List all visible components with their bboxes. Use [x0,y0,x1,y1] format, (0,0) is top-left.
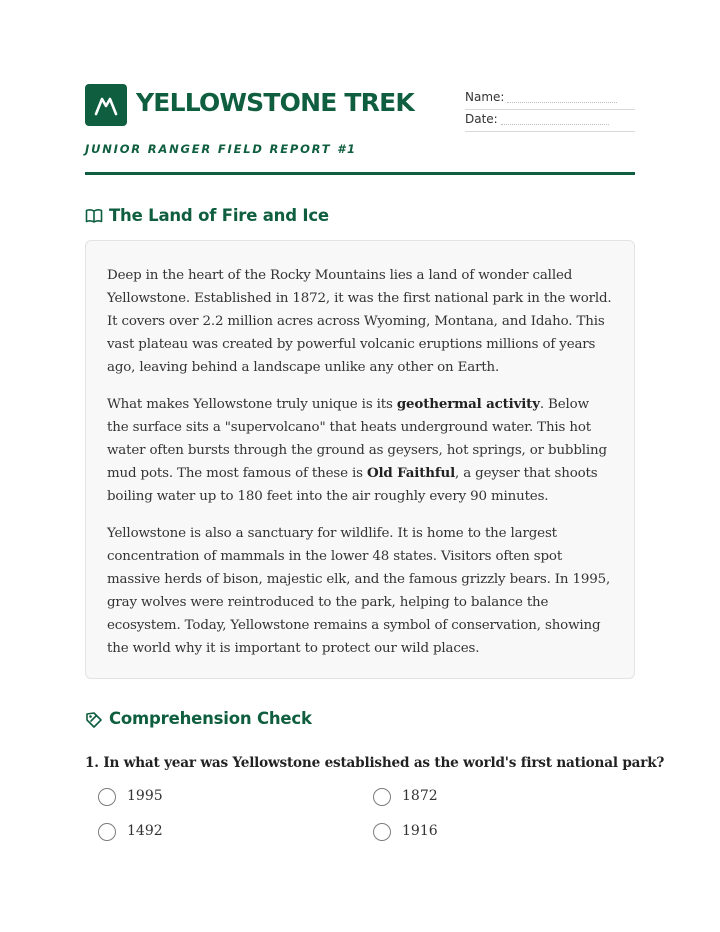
reading-passage [85,240,635,679]
option-label: 1492 [127,823,163,839]
logo [85,84,127,126]
name-date-fields [465,88,635,132]
paragraph-2: What makes Yellowstone truly unique is its geothermal activity. Below the surface sits a "supervolcano" that heats underground water. This hot water often bursts through the ground as geysers, hot springs, or bubbling mud pots. The most famous of these is Old Faithful, a geyser that shoots boiling water up to 180 feet into the air roughly every 90 minutes. [107,396,607,504]
term-old-faithful: Old Faithful [366,465,456,481]
book-open-icon [85,208,103,228]
name-line [507,102,617,103]
pen-tag-icon [85,711,103,733]
header [85,84,635,128]
question-1: 1. In what year was Yellowstone established as the world's first national park? [85,755,665,771]
option-label: 1995 [127,788,163,804]
option-label: 1916 [402,823,438,839]
report-subtitle: JUNIOR RANGER FIELD REPORT #1 [85,142,357,156]
date-line [501,124,609,125]
quiz-heading: Comprehension Check [109,709,312,728]
paragraph-1: Deep in the heart of the Rocky Mountains lies a land of wonder called Yellowstone. Established in 1872, it was the first national park in the world. It covers over 2.2 million acres across Wyoming, Montana, and Idaho. This vast plateau was created by powerful volcanic eruptions millions of years ago, leaving behind a landscape unlike any other on Earth. [107,268,612,375]
date-label: Date: [465,112,498,126]
radio-button[interactable] [98,823,116,841]
term-geothermal: geothermal activity [396,396,540,412]
reading-heading: The Land of Fire and Ice [109,206,329,225]
radio-button[interactable] [373,788,391,806]
name-field[interactable] [465,88,635,110]
radio-button[interactable] [98,788,116,806]
header-divider [85,172,635,175]
date-field[interactable] [465,110,635,132]
name-label: Name: [465,90,505,104]
paragraph-3: Yellowstone is also a sanctuary for wildlife. It is home to the largest concentration of mammals in the lower 48 states. Visitors often spot massive herds of bison, majestic elk, and the famous grizzly bears. In 1995, gray wolves were reintroduced to the park, helping to balance the ecosystem. Today, Yellowstone remains a symbol of conservation, showing the world why it is important to protect our wild places. [107,526,611,656]
radio-button[interactable] [373,823,391,841]
mountain-icon [93,92,119,118]
brand-title: YELLOWSTONE TREK [136,88,414,117]
option-label: 1872 [402,788,438,804]
